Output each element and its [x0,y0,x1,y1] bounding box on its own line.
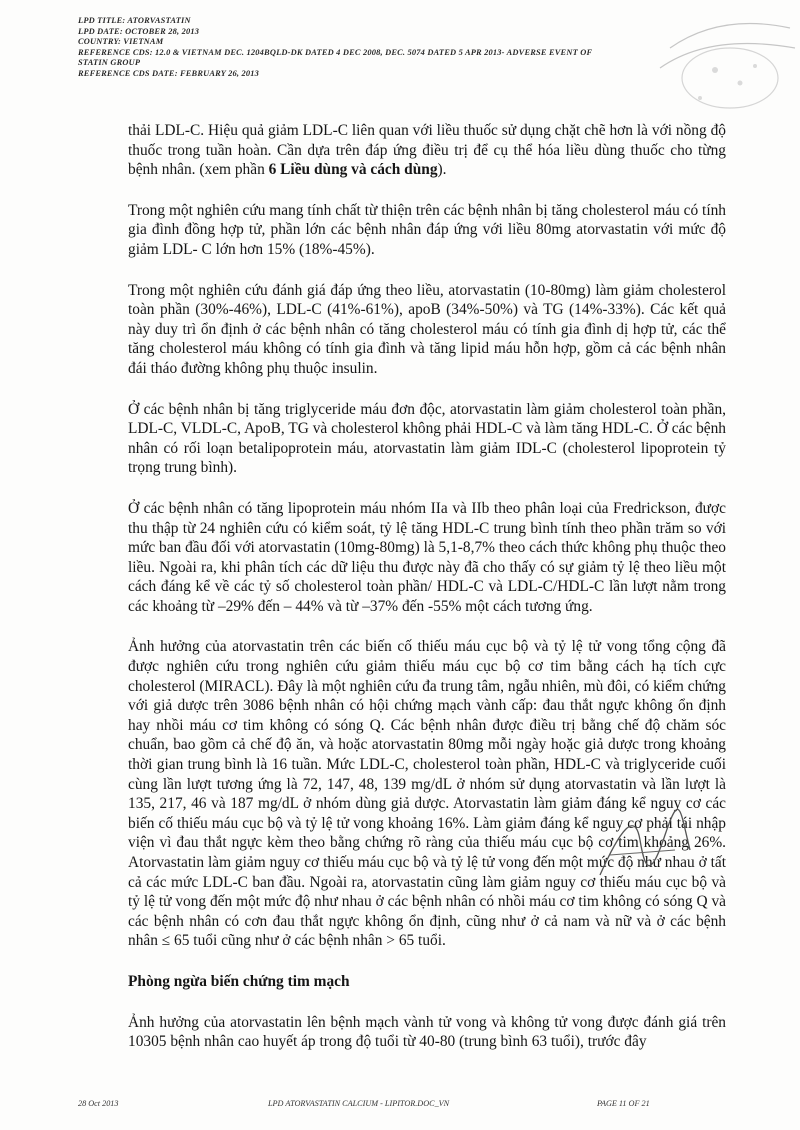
paragraph-dose-response: Trong một nghiên cứu đánh giá đáp ứng theo liều, atorvastatin (10-80mg) làm giảm cholesterol toàn phần (30%-46%), LDL-C (41%-61%), apoB (34%-50%) và TG (14%-33%). Các kết quả này duy trì ổn định ở các bệnh nhân có tăng cholesterol máu có tính gia đình dị hợp tử, các thể tăng cholesterol máu không có tính gia đình và tăng lipid máu hỗn hợp, gồm cả các bệnh nhân đái tháo đường không phụ thuộc insulin. [128,281,726,377]
paragraph-miracl: Ảnh hưởng của atorvastatin trên các biến cố thiếu máu cục bộ và tỷ lệ tử vong tổng cộng đã được nghiên cứu trong nghiên cứu giảm thiếu máu cục bộ cơ tim bằng cách hạ tích cực cholesterol (MIRACL). Đây là một nghiên cứu đa trung tâm, ngẫu nhiên, mù đôi, có kiểm chứng với giả dược trên 3086 bệnh nhân có hội chứng mạch vành cấp: đau thắt ngực không ổn định hay nhồi máu cơ tim không có sóng Q. Các bệnh nhân được điều trị bằng chế độ chăm sóc chuẩn, bao gồm cả chế độ ăn, và hoặc atorvastatin 80mg mỗi ngày hoặc giả dược trong khoảng thời gian trung bình là 16 tuần. Mức LDL-C, cholesterol toàn phần, HDL-C và triglyceride cuối cùng lần lượt tương ứng là 72, 147, 48, 139 mg/dL ở nhóm sử dụng atorvastatin và lần lượt là 135, 217, 46 và 187 mg/dL ở nhóm dùng giả dược. Atorvastatin làm giảm đáng kể nguy cơ các biến cố thiếu máu cục bộ và tỷ lệ tử vong khoảng 16%. Làm giảm đáng kể nguy cơ phải tái nhập viện vì đau thắt ngực kèm theo bằng chứng rõ ràng của thiếu máu cục bộ cơ tim khoảng 26%. Atorvastatin làm giảm nguy cơ thiếu máu cục bộ và tỷ lệ tử vong đến một mức độ như nhau ở tất cả các mức LDL-C ban đầu. Ngoài ra, atorvastatin cũng làm giảm nguy cơ thiếu máu cục bộ và tỷ lệ tử vong đến một mức độ như nhau ở các bệnh nhân có nhồi máu cơ tim không có sóng Q và các bệnh nhân có cơn đau thắt ngực không ổn định, cũng như ở cả nam và nữ và ở các bệnh nhân ≤ 65 tuổi cũng như ở các bệnh nhân > 65 tuổi. [128,638,726,950]
header-line-reference-date: REFERENCE CDS DATE: FEBRUARY 26, 2013 [78,68,259,78]
footer-document-name: LPD ATORVASTATIN CALCIUM - LIPITOR.DOC_VN [268,1099,450,1108]
document-body [128,121,726,1073]
paragraph-prevention: Ảnh hưởng của atorvastatin lên bệnh mạch vành tử vong và không tử vong được đánh giá trên 10305 bệnh nhân cao huyết áp trong độ tuổi từ 40-80 (trung bình 63 tuổi), trước đây [128,1013,726,1051]
faded-stamp [600,8,800,128]
footer-page-number: PAGE 11 OF 21 [597,1099,650,1108]
section-heading-prevention: Phòng ngừa biến chứng tim mạch [128,972,350,990]
header-line-title: LPD TITLE: ATORVASTATIN [78,16,191,25]
header-line-reference-cont: STATIN GROUP [78,58,141,68]
footer-date: 28 Oct 2013 [78,1099,119,1108]
paragraph-homozygous: Trong một nghiên cứu mang tính chất từ thiện trên các bệnh nhân bị tăng cholesterol máu có tính gia đình đồng hợp tử, phần lớn các bệnh nhân đáp ứng với liều 80mg atorvastatin với mức độ giảm LDL- C lớn hơn 15% (18%-45%). [128,201,726,258]
section-reference-bold: 6 Liều dùng và cách dùng [268,161,438,179]
paragraph-triglyceride: Ở các bệnh nhân bị tăng triglyceride máu đơn độc, atorvastatin làm giảm cholesterol toàn phần, LDL-C, VLDL-C, ApoB, TG và cholesterol không phải HDL-C và làm tăng HDL-C. Ở các bệnh nhân có rối loạn betalipoprotein máu, atorvastatin làm giảm IDL-C (cholesterol lipoprotein tỷ trọng trung bình). [128,400,726,477]
header-line-country: COUNTRY: VIETNAM [78,37,164,47]
header-line-reference: REFERENCE CDS: 12.0 & VIETNAM DEC. 1204BQLD-DK DATED 4 DEC 2008, DEC. 5074 DATED 5 APR 2013- ADVERSE EVENT OF [78,47,593,57]
paragraph-fredrickson: Ở các bệnh nhân có tăng lipoprotein máu nhóm IIa và IIb theo phân loại của Fredrickson, được thu thập từ 24 nghiên cứu có kiểm soát, tỷ lệ tăng HDL-C trung bình tính theo phần trăm so với mức ban đầu đối với atorvastatin (10mg-80mg) là 5,1-8,7% theo cách thức không phụ thuộc theo liều. Ngoài ra, khi phân tích các dữ liệu thu được này đã cho thấy có sự giảm tỷ lệ theo liều một cách đáng kể về các tỷ số cholesterol toàn phần/ HDL-C và LDL-C/HDL-C lần lượt nằm trong các khoảng từ –29% đến – 44% và từ –37% đến -55% một cách tương ứng. [128,499,726,615]
paragraph-ldl-dose [128,121,726,180]
header-line-date: LPD DATE: OCTOBER 28, 2013 [78,26,200,36]
paragraph-ldl-dose-end: ). [437,161,447,179]
paragraph-ldl-dose-text: thải LDL-C. Hiệu quả giảm LDL-C liên quan với liều thuốc sử dụng chặt chẽ hơn là với nồng độ thuốc trong tuần hoàn. Cần dựa trên đáp ứng điều trị để cụ thể hóa liều dùng thuốc cho từng bệnh nhân. (xem phần [128,122,726,179]
